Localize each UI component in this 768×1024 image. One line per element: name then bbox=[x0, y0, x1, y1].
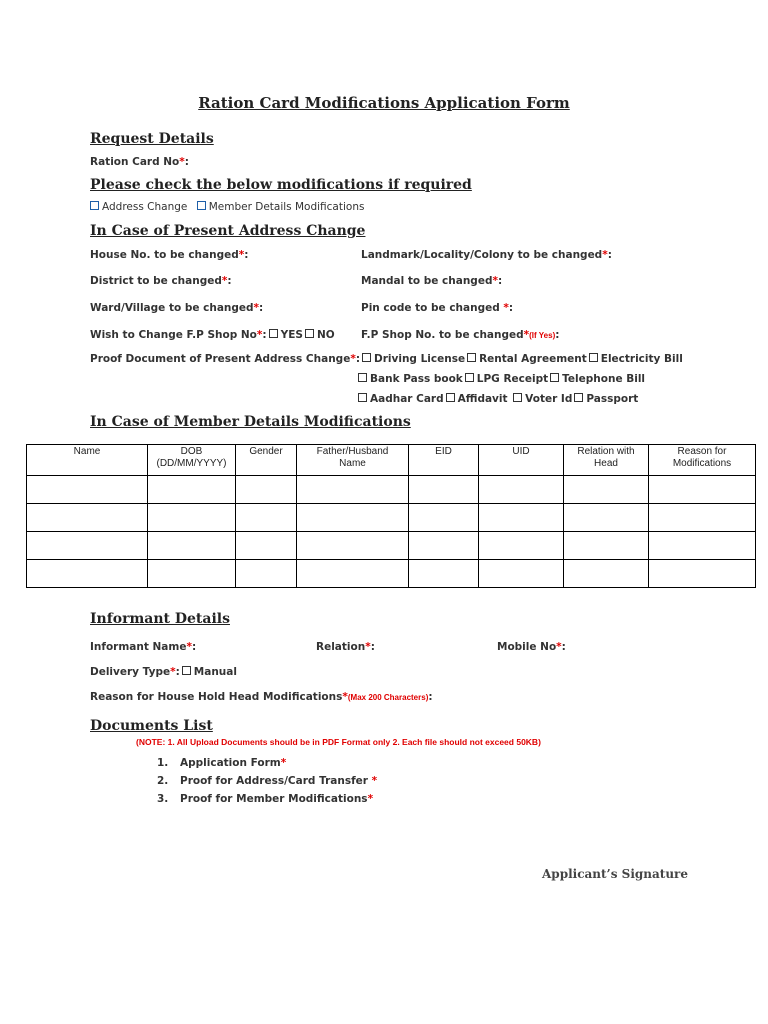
documents-list bbox=[157, 757, 377, 811]
driving-license-checkbox[interactable] bbox=[362, 353, 371, 362]
table-cell[interactable] bbox=[409, 476, 479, 504]
table-row bbox=[27, 504, 756, 532]
applicant-signature-label: Applicant’s Signature bbox=[542, 867, 689, 881]
col-dob-header: DOB (DD/MM/YYYY) bbox=[148, 445, 236, 476]
relation-label: Relation*: bbox=[316, 641, 375, 653]
informant-name-label: Informant Name*: bbox=[90, 641, 197, 653]
table-cell[interactable] bbox=[297, 532, 409, 560]
table-cell[interactable] bbox=[27, 476, 148, 504]
table-cell[interactable] bbox=[649, 476, 756, 504]
proof-row-3: Aadhar Card Affidavit Voter Id Passport bbox=[356, 393, 638, 405]
list-item: 3. Proof for Member Modifications* bbox=[157, 793, 374, 805]
table-cell[interactable] bbox=[649, 560, 756, 588]
table-cell[interactable] bbox=[236, 504, 297, 532]
documents-heading: Documents List bbox=[90, 718, 213, 734]
col-eid-header: EID bbox=[409, 445, 479, 476]
modification-options bbox=[88, 201, 364, 213]
aadhar-card-checkbox[interactable] bbox=[358, 393, 367, 402]
table-cell[interactable] bbox=[564, 532, 649, 560]
mobile-no-label: Mobile No*: bbox=[497, 641, 566, 653]
table-cell[interactable] bbox=[479, 532, 564, 560]
bank-pass-book-checkbox[interactable] bbox=[358, 373, 367, 382]
voter-id-checkbox[interactable] bbox=[513, 393, 522, 402]
table-cell[interactable] bbox=[297, 476, 409, 504]
table-cell[interactable] bbox=[236, 532, 297, 560]
table-row bbox=[27, 532, 756, 560]
table-cell[interactable] bbox=[148, 504, 236, 532]
hoh-reason-label: Reason for House Hold Head Modifications*(Max 200 Characters): bbox=[90, 691, 433, 703]
house-no-label: House No. to be changed*: bbox=[90, 249, 249, 261]
member-details-heading: In Case of Member Details Modifications bbox=[90, 414, 411, 430]
table-cell[interactable] bbox=[479, 476, 564, 504]
table-cell[interactable] bbox=[409, 532, 479, 560]
table-header-row bbox=[27, 445, 756, 476]
landmark-label: Landmark/Locality/Colony to be changed*: bbox=[361, 249, 612, 261]
address-change-heading: In Case of Present Address Change bbox=[90, 223, 366, 239]
table-cell[interactable] bbox=[236, 560, 297, 588]
table-cell[interactable] bbox=[148, 532, 236, 560]
mandal-label: Mandal to be changed*: bbox=[361, 275, 503, 287]
table-cell[interactable] bbox=[564, 504, 649, 532]
list-item: 1. Application Form* bbox=[157, 757, 287, 769]
lpg-receipt-checkbox[interactable] bbox=[465, 373, 474, 382]
no-checkbox[interactable] bbox=[305, 329, 314, 338]
affidavit-checkbox[interactable] bbox=[446, 393, 455, 402]
fp-shop-no-label: F.P Shop No. to be changed*(If Yes): bbox=[361, 329, 560, 341]
proof-document-label: Proof Document of Present Address Change*: Driving License Rental Agreement Electricity Bill bbox=[90, 353, 683, 365]
member-details-table bbox=[26, 444, 756, 588]
table-cell[interactable] bbox=[564, 476, 649, 504]
district-label: District to be changed*: bbox=[90, 275, 232, 287]
electricity-bill-checkbox[interactable] bbox=[589, 353, 598, 362]
col-relation-header: Relation with Head bbox=[564, 445, 649, 476]
request-details-heading: Request Details bbox=[90, 131, 214, 147]
table-cell[interactable] bbox=[148, 560, 236, 588]
ration-card-no-label: Ration Card No*: bbox=[90, 156, 189, 168]
delivery-type-label: Delivery Type*: Manual bbox=[90, 666, 237, 678]
table-cell[interactable] bbox=[479, 504, 564, 532]
col-uid-header: UID bbox=[479, 445, 564, 476]
table-row bbox=[27, 560, 756, 588]
table-cell[interactable] bbox=[649, 504, 756, 532]
informant-heading: Informant Details bbox=[90, 611, 230, 627]
telephone-bill-checkbox[interactable] bbox=[550, 373, 559, 382]
col-gender-header: Gender bbox=[236, 445, 297, 476]
table-cell[interactable] bbox=[27, 532, 148, 560]
wish-fp-shop-label: Wish to Change F.P Shop No*: YES NO bbox=[90, 329, 335, 341]
table-cell[interactable] bbox=[409, 560, 479, 588]
documents-note: (NOTE: 1. All Upload Documents should be in PDF Format only 2. Each file should not exceed 50KB) bbox=[136, 737, 541, 747]
pin-code-label: Pin code to be changed *: bbox=[361, 302, 514, 314]
passport-checkbox[interactable] bbox=[574, 393, 583, 402]
address-change-checkbox[interactable] bbox=[90, 201, 99, 210]
table-cell[interactable] bbox=[564, 560, 649, 588]
col-reason-header: Reason for Modifications bbox=[649, 445, 756, 476]
yes-checkbox[interactable] bbox=[269, 329, 278, 338]
table-cell[interactable] bbox=[409, 504, 479, 532]
table-row bbox=[27, 476, 756, 504]
ward-label: Ward/Village to be changed*: bbox=[90, 302, 264, 314]
col-name-header: Name bbox=[27, 445, 148, 476]
table-cell[interactable] bbox=[148, 476, 236, 504]
table-cell[interactable] bbox=[649, 532, 756, 560]
address-change-label: Address Change bbox=[102, 201, 188, 213]
member-details-checkbox[interactable] bbox=[197, 201, 206, 210]
table-cell[interactable] bbox=[236, 476, 297, 504]
manual-checkbox[interactable] bbox=[182, 666, 191, 675]
table-cell[interactable] bbox=[479, 560, 564, 588]
table-cell[interactable] bbox=[297, 560, 409, 588]
table-cell[interactable] bbox=[27, 560, 148, 588]
table-cell[interactable] bbox=[297, 504, 409, 532]
modifications-heading: Please check the below modifications if required bbox=[90, 177, 472, 193]
col-father-header: Father/Husband Name bbox=[297, 445, 409, 476]
list-item: 2. Proof for Address/Card Transfer * bbox=[157, 775, 378, 787]
table-cell[interactable] bbox=[27, 504, 148, 532]
form-title: Ration Card Modifications Application Form bbox=[198, 94, 570, 112]
member-details-label: Member Details Modifications bbox=[208, 201, 365, 213]
rental-agreement-checkbox[interactable] bbox=[467, 353, 476, 362]
proof-row-2: Bank Pass book LPG Receipt Telephone Bill bbox=[356, 373, 645, 385]
